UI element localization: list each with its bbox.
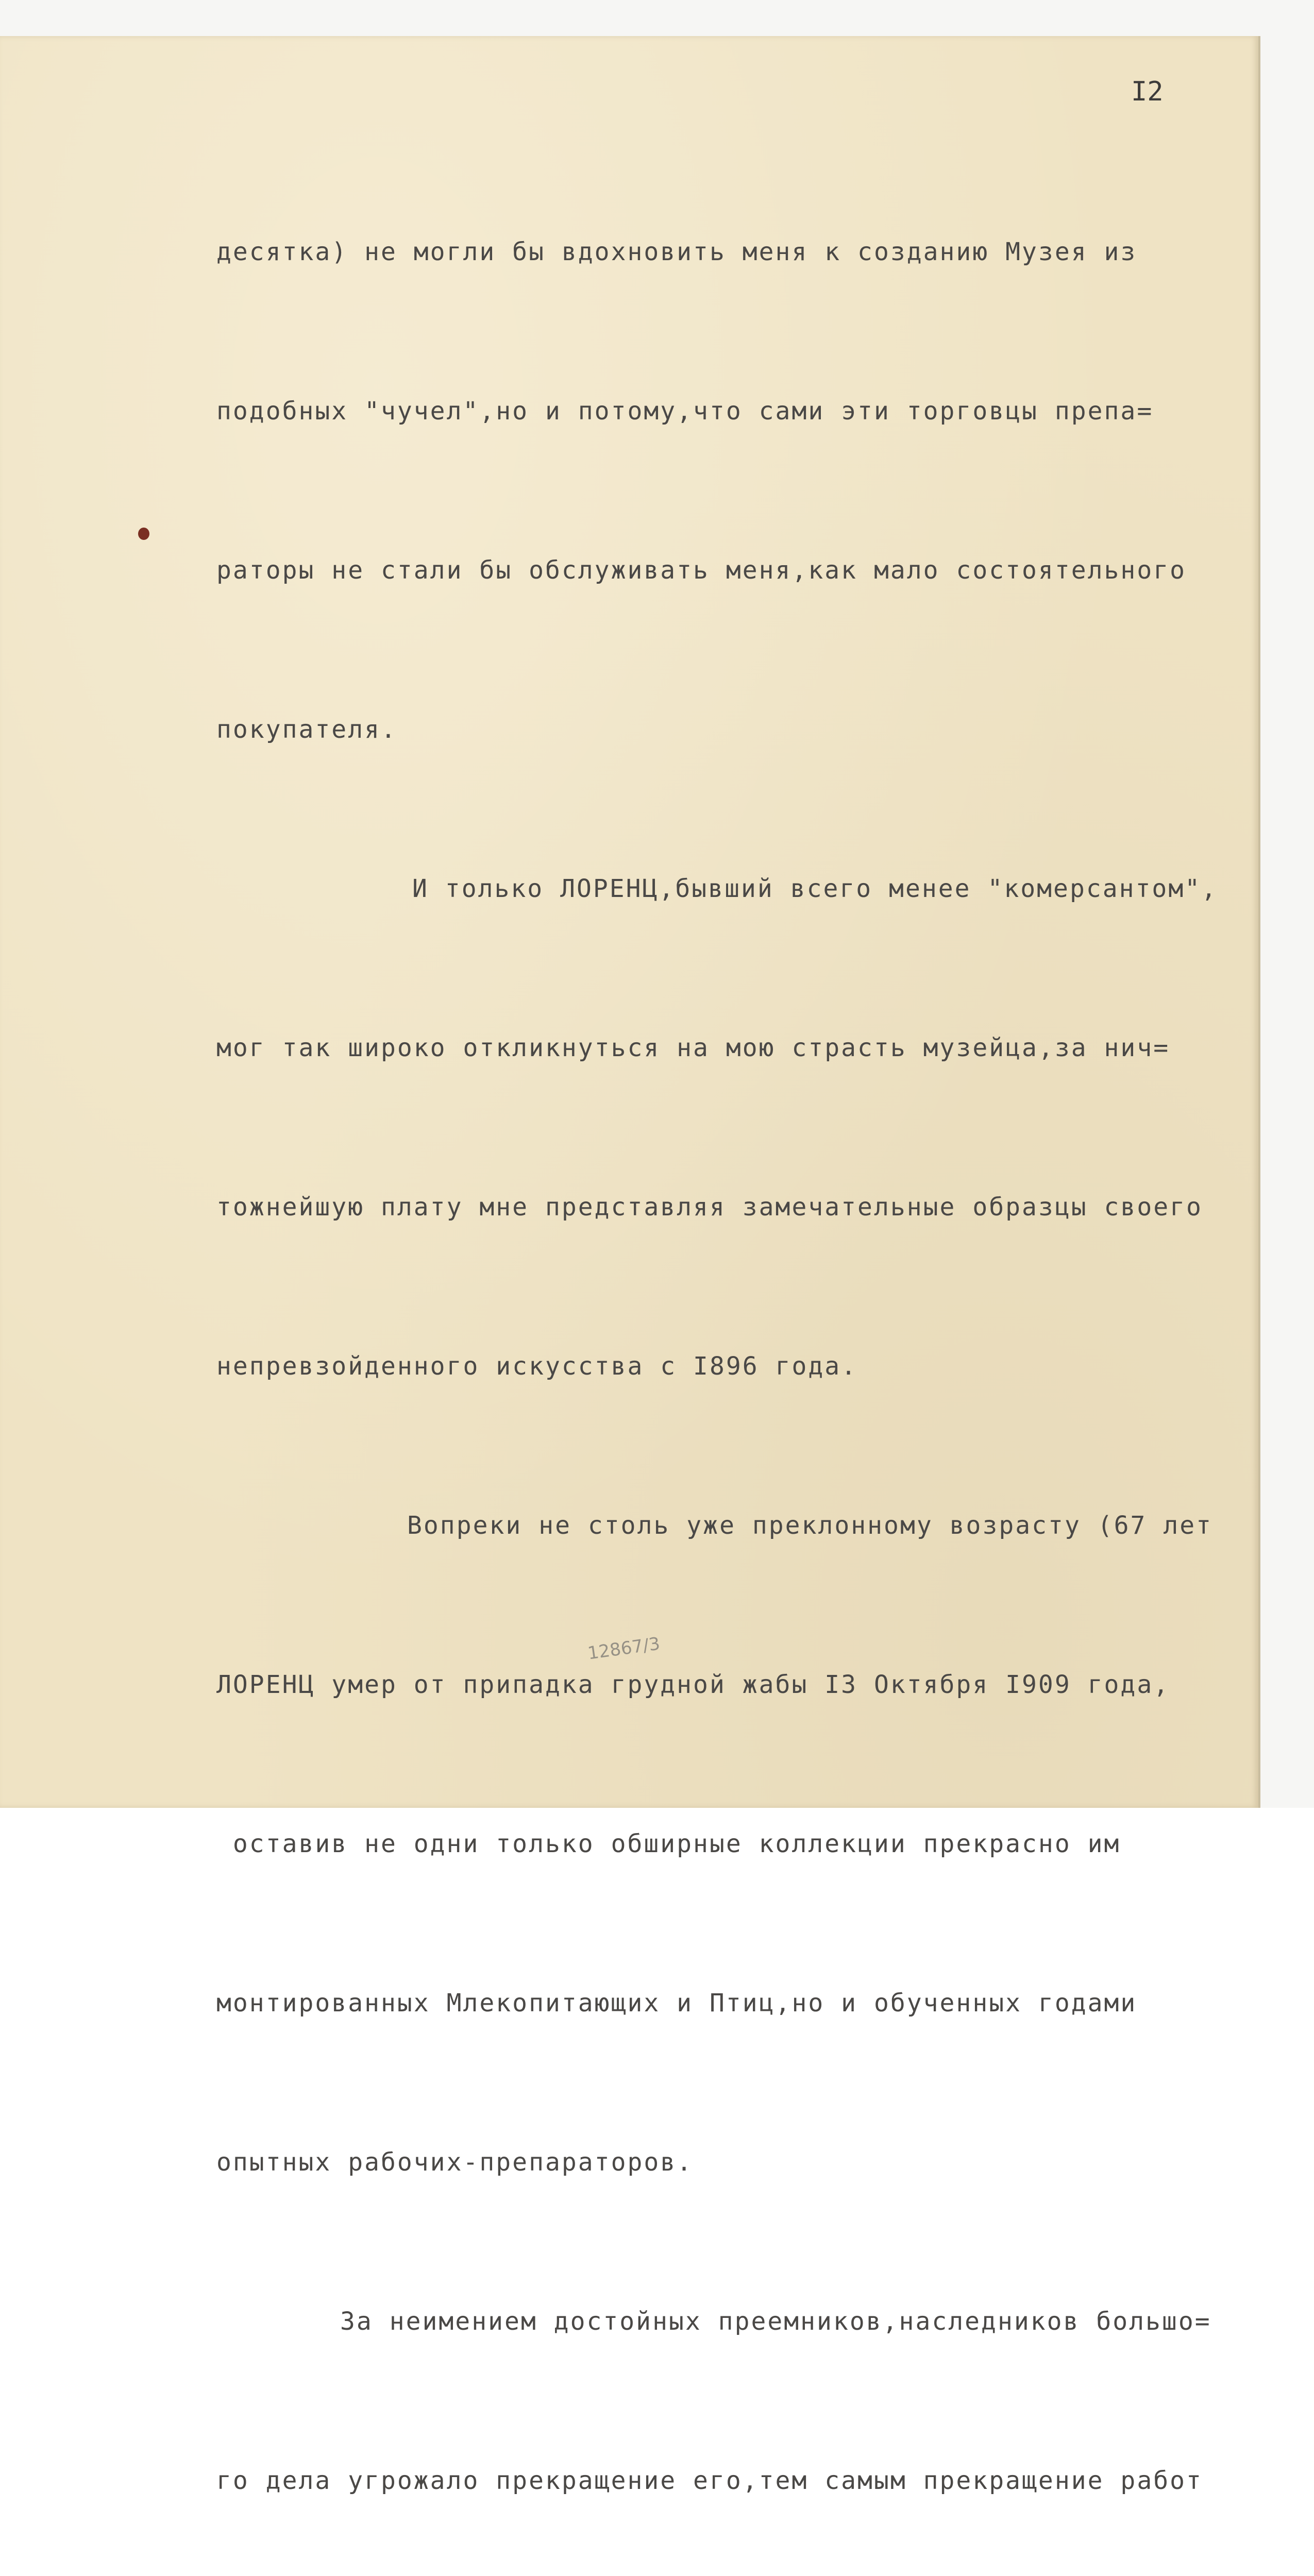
ink-blot [138, 528, 149, 540]
paper-edge [1258, 36, 1260, 1808]
text-line: непревзойденного искусства с I896 года. [216, 1352, 858, 1381]
text-line: ЛОРЕНЦ умер от припадка грудной жабы I3 Октября I909 года, [216, 1670, 1170, 1699]
text-line: монтированных Млекопитающих и Птиц,но и обученных годами [216, 1989, 1137, 2018]
text-line: мог так широко откликнуться на мою страсть музейца,за нич= [216, 1033, 1170, 1062]
text-line: И только ЛОРЕНЦ,бывший всего менее "комерсантом", [412, 874, 1218, 903]
archive-mark: 12867/3 [586, 1633, 662, 1664]
text-line: оставив не одни только обширные коллекции прекрасно им [216, 1829, 1121, 1858]
text-line: подобных "чучел",но и потому,что сами эти торговцы препа= [216, 397, 1154, 426]
text-line: го дела угрожало прекращение его,тем самым прекращение работ [216, 2466, 1203, 2495]
text-line: Вопреки не столь уже преклонному возрасту (67 лет [407, 1511, 1213, 1540]
text-line: раторы не стали бы обслуживать меня,как мало состоятельного [216, 556, 1187, 585]
text-line: опытных рабочих-препараторов. [216, 2148, 694, 2177]
text-line: За неимением достойных преемников,наследников большо= [340, 2307, 1211, 2336]
typed-text-body [216, 120, 1252, 2576]
page-number: I2 [1131, 76, 1164, 107]
text-line: десятка) не могли бы вдохновить меня к созданию Музея из [216, 238, 1137, 266]
text-line: тожнейшую плату мне представляя замечательные образцы своего [216, 1193, 1203, 1222]
text-line: покупателя. [216, 715, 397, 744]
